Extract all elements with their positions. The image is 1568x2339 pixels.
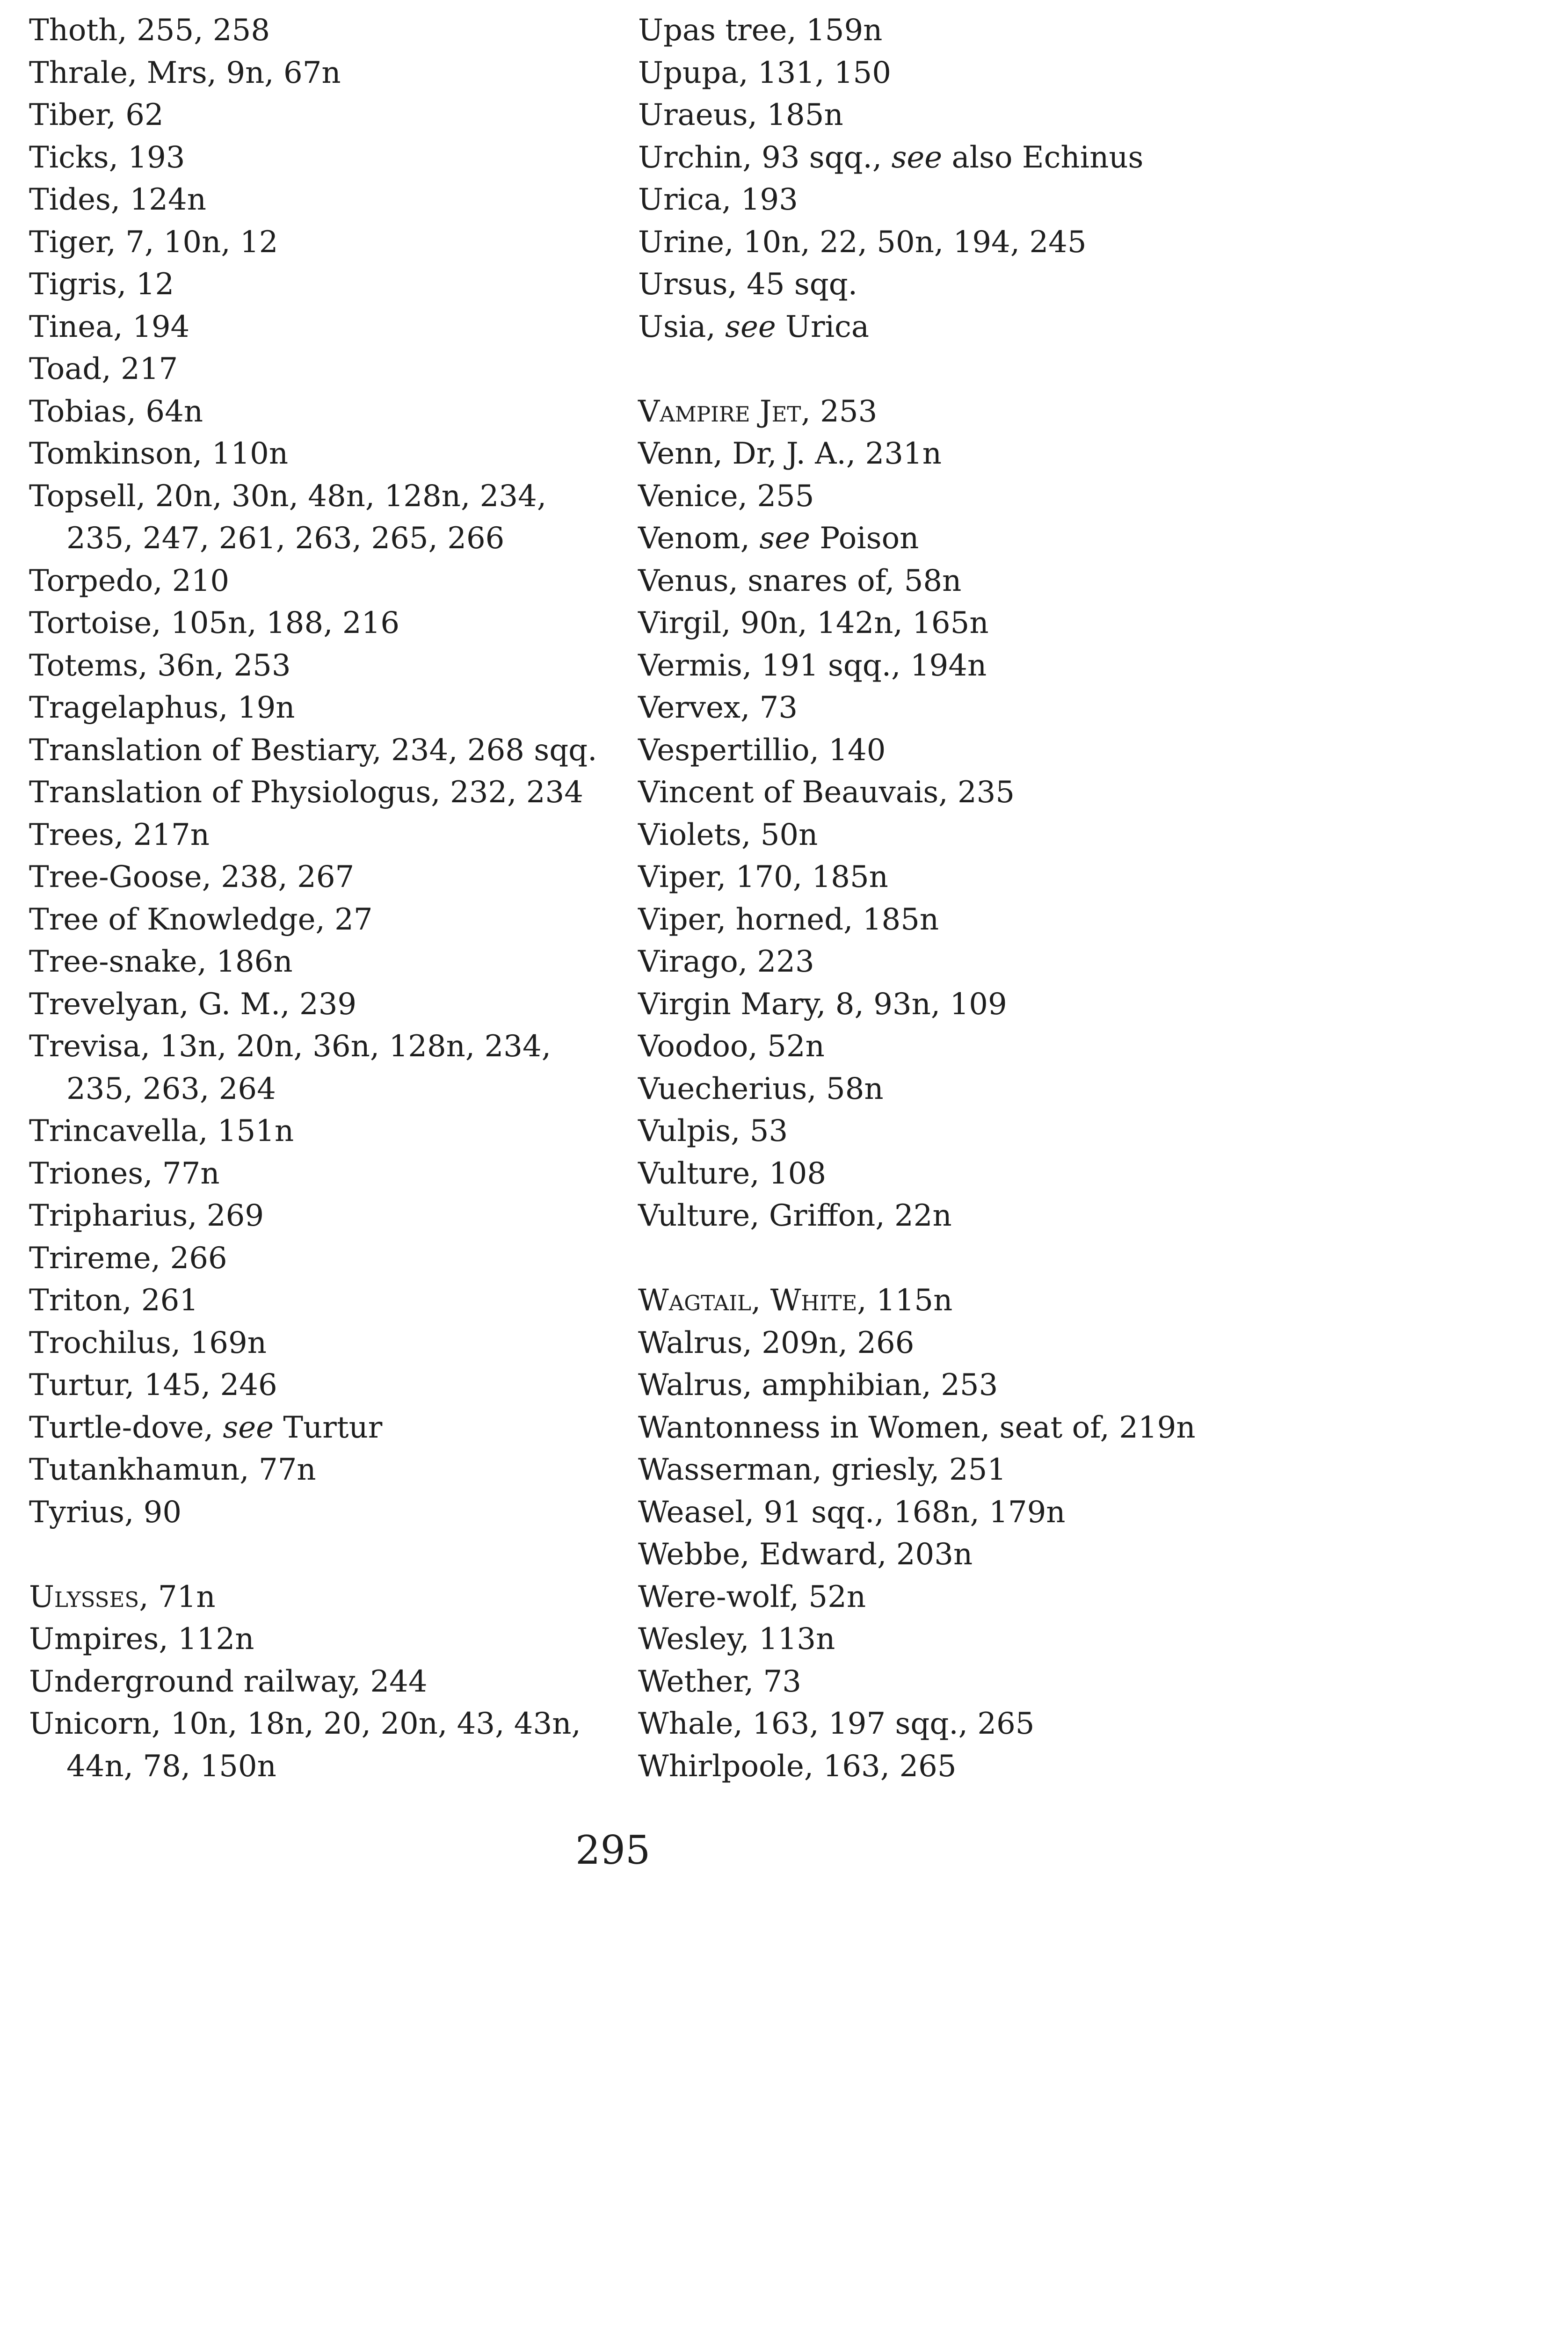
index-entry	[638, 433, 1527, 475]
index-entry	[638, 1745, 1527, 1788]
entry-text: Venom,	[638, 521, 760, 556]
index-entry	[638, 1449, 1527, 1491]
index-entry-continuation	[29, 517, 609, 560]
entry-text: Urica	[776, 309, 870, 344]
entry-text: Virgil, 90n, 142n, 165n	[638, 606, 989, 640]
index-entry	[638, 263, 1527, 306]
index-entry	[29, 1576, 609, 1619]
index-entry	[638, 1068, 1527, 1111]
index-entry	[29, 983, 609, 1026]
left-index-column	[29, 9, 609, 1787]
entry-text: Whirlpoole, 163, 265	[638, 1749, 957, 1784]
index-entry	[29, 729, 609, 772]
index-entry	[29, 602, 609, 645]
index-entry	[638, 1703, 1527, 1745]
entry-text: Tiber, 62	[29, 98, 164, 132]
entry-text: Vincent of Beauvais, 235	[638, 775, 1015, 810]
index-entry	[29, 1449, 609, 1491]
index-entry	[29, 137, 609, 179]
index-entry	[638, 1322, 1527, 1365]
index-entry	[638, 1407, 1527, 1449]
index-entry	[29, 263, 609, 306]
entry-text: Uraeus, 185n	[638, 98, 843, 132]
entry-text: Venice, 255	[638, 479, 814, 514]
entry-text: Trevelyan, G. M., 239	[29, 987, 357, 1022]
index-entry	[638, 475, 1527, 518]
section-gap	[638, 1237, 1527, 1280]
entry-text: Vespertillio, 140	[638, 733, 886, 768]
index-entry	[638, 1025, 1527, 1068]
entry-text: 44n, 78, 150n	[66, 1749, 276, 1784]
entry-text: Thoth, 255, 258	[29, 13, 270, 48]
index-entry	[638, 771, 1527, 814]
index-entry	[638, 856, 1527, 899]
index-entry	[29, 52, 609, 94]
index-entry	[638, 1576, 1527, 1619]
index-entry	[29, 1703, 609, 1745]
index-entry	[638, 391, 1527, 433]
index-entry-continuation	[29, 1068, 609, 1111]
section-heading-word: Wagtail, White	[638, 1283, 857, 1318]
cross-reference-see: see	[759, 521, 810, 556]
index-entry	[29, 1237, 609, 1280]
cross-reference-see: see	[725, 309, 776, 344]
section-gap	[638, 348, 1527, 391]
index-entry	[29, 1195, 609, 1237]
index-entry	[638, 899, 1527, 941]
index-entry	[29, 814, 609, 857]
index-entry	[29, 433, 609, 475]
entry-text: Webbe, Edward, 203n	[638, 1537, 973, 1572]
index-entry	[29, 475, 609, 518]
entry-text: 235, 247, 261, 263, 265, 266	[66, 521, 505, 556]
entry-text: Tides, 124n	[29, 182, 206, 217]
index-entry	[29, 9, 609, 52]
section-heading-word: Vampire Jet	[638, 394, 801, 429]
index-entry	[638, 221, 1527, 264]
page-number: 295	[575, 1827, 651, 1873]
index-entry	[638, 602, 1527, 645]
entry-text: Tree-snake, 186n	[29, 944, 293, 979]
index-entry	[638, 941, 1527, 983]
index-entry	[638, 52, 1527, 94]
entry-text: Wesley, 113n	[638, 1622, 835, 1656]
entry-text: Tutankhamun, 77n	[29, 1453, 316, 1487]
index-entry	[29, 941, 609, 983]
entry-text: Trees, 217n	[29, 817, 210, 852]
entry-text: Triton, 261	[29, 1283, 199, 1318]
entry-text: Virgin Mary, 8, 93n, 109	[638, 987, 1007, 1022]
entry-text: Tripharius, 269	[29, 1199, 264, 1233]
entry-text: Translation of Physiologus, 232, 234	[29, 775, 583, 810]
index-entry	[638, 306, 1527, 349]
entry-text: Walrus, 209n, 266	[638, 1325, 915, 1360]
entry-text: Umpires, 112n	[29, 1622, 254, 1656]
index-entry	[638, 1279, 1527, 1322]
entry-text: , 71n	[139, 1579, 216, 1614]
entry-text: Were-wolf, 52n	[638, 1579, 866, 1614]
entry-text: Tree-Goose, 238, 267	[29, 860, 355, 894]
index-entry	[29, 1364, 609, 1407]
entry-text: Upupa, 131, 150	[638, 55, 891, 90]
section-gap	[29, 1533, 609, 1576]
entry-text: Totems, 36n, 253	[29, 648, 291, 683]
entry-text: Wantonness in Women, seat of, 219n	[638, 1410, 1196, 1445]
entry-text: Trochilus, 169n	[29, 1325, 267, 1360]
entry-text: Wether, 73	[638, 1664, 801, 1699]
entry-text: Vulture, 108	[638, 1156, 827, 1191]
entry-text: Tinea, 194	[29, 309, 190, 344]
entry-text: Urine, 10n, 22, 50n, 194, 245	[638, 225, 1087, 260]
entry-text: Virago, 223	[638, 944, 814, 979]
entry-text: Walrus, amphibian, 253	[638, 1368, 998, 1402]
entry-text: Trireme, 266	[29, 1241, 227, 1276]
index-entry	[638, 179, 1527, 221]
index-entry	[29, 1110, 609, 1153]
entry-text: Whale, 163, 197 sqq., 265	[638, 1707, 1035, 1741]
index-entry	[29, 687, 609, 729]
index-entry	[29, 94, 609, 137]
entry-text: , 253	[801, 394, 878, 429]
entry-text: Weasel, 91 sqq., 168n, 179n	[638, 1495, 1066, 1530]
entry-text: Wasserman, griesly, 251	[638, 1453, 1006, 1487]
index-entry	[638, 1110, 1527, 1153]
entry-text: Topsell, 20n, 30n, 48n, 128n, 234,	[29, 479, 547, 514]
index-entry	[638, 1618, 1527, 1661]
entry-text: Triones, 77n	[29, 1156, 220, 1191]
entry-text: , 115n	[857, 1283, 953, 1318]
section-heading-word: Ulysses	[29, 1579, 139, 1614]
entry-text: Tiger, 7, 10n, 12	[29, 225, 278, 260]
entry-text: Violets, 50n	[638, 817, 818, 852]
index-entry	[29, 221, 609, 264]
index-entry	[29, 348, 609, 391]
entry-text: Voodoo, 52n	[638, 1029, 825, 1064]
index-entry	[29, 1279, 609, 1322]
entry-text: Vulture, Griffon, 22n	[638, 1199, 952, 1233]
index-entry	[638, 729, 1527, 772]
entry-text: Turtle-dove,	[29, 1410, 223, 1445]
index-entry	[29, 560, 609, 603]
right-index-column	[638, 9, 1527, 1787]
index-entry	[638, 517, 1527, 560]
index-entry	[29, 1491, 609, 1534]
entry-text: Translation of Bestiary, 234, 268 sqq.	[29, 733, 597, 768]
index-entry	[638, 814, 1527, 857]
entry-text: Unicorn, 10n, 18n, 20, 20n, 43, 43n,	[29, 1707, 581, 1741]
index-entry	[638, 1491, 1527, 1534]
entry-text: Trevisa, 13n, 20n, 36n, 128n, 234,	[29, 1029, 552, 1064]
index-entry	[29, 179, 609, 221]
entry-text: Tyrius, 90	[29, 1495, 182, 1530]
entry-text: Usia,	[638, 309, 726, 344]
index-entry	[638, 983, 1527, 1026]
index-entry	[29, 899, 609, 941]
index-entry	[29, 1322, 609, 1365]
entry-text: Vervex, 73	[638, 690, 798, 725]
cross-reference-see: see	[223, 1410, 274, 1445]
index-entry	[638, 9, 1527, 52]
index-entry	[29, 856, 609, 899]
index-entry	[29, 1153, 609, 1195]
entry-text: Tigris, 12	[29, 267, 174, 302]
index-entry-continuation	[29, 1745, 609, 1788]
entry-text: Viper, horned, 185n	[638, 902, 939, 937]
index-entry	[29, 306, 609, 349]
index-entry	[638, 645, 1527, 687]
index-entry	[29, 1025, 609, 1068]
index-entry	[638, 560, 1527, 603]
entry-text: 235, 263, 264	[66, 1071, 276, 1106]
entry-text: Turtur, 145, 246	[29, 1368, 277, 1402]
entry-text: Tomkinson, 110n	[29, 436, 289, 471]
index-entry	[638, 1533, 1527, 1576]
entry-text: Poison	[810, 521, 919, 556]
entry-text: Thrale, Mrs, 9n, 67n	[29, 55, 341, 90]
entry-text: Vermis, 191 sqq., 194n	[638, 648, 987, 683]
entry-text: Torpedo, 210	[29, 563, 230, 598]
entry-text: Ticks, 193	[29, 140, 185, 175]
index-entry	[29, 771, 609, 814]
index-entry	[638, 137, 1527, 179]
index-entry	[29, 391, 609, 433]
entry-text: Tragelaphus, 19n	[29, 690, 295, 725]
index-entry	[638, 94, 1527, 137]
entry-text: Toad, 217	[29, 352, 178, 386]
entry-text: Urchin, 93 sqq.,	[638, 140, 892, 175]
index-entry	[638, 1195, 1527, 1237]
index-entry	[638, 687, 1527, 729]
index-entry	[638, 1364, 1527, 1407]
index-entry	[29, 1618, 609, 1661]
entry-text: Tree of Knowledge, 27	[29, 902, 373, 937]
index-entry	[29, 645, 609, 687]
entry-text: Tobias, 64n	[29, 394, 203, 429]
entry-text: Turtur	[274, 1410, 383, 1445]
entry-text: also Echinus	[942, 140, 1144, 175]
entry-text: Ursus, 45 sqq.	[638, 267, 858, 302]
entry-text: Tortoise, 105n, 188, 216	[29, 606, 400, 640]
entry-text: Underground railway, 244	[29, 1664, 428, 1699]
index-entry	[638, 1153, 1527, 1195]
entry-text: Vulpis, 53	[638, 1114, 788, 1148]
index-entry	[29, 1661, 609, 1703]
entry-text: Urica, 193	[638, 182, 798, 217]
index-entry	[29, 1407, 609, 1449]
entry-text: Vuecherius, 58n	[638, 1071, 884, 1106]
cross-reference-see: see	[891, 140, 943, 175]
entry-text: Trincavella, 151n	[29, 1114, 294, 1148]
entry-text: Venus, snares of, 58n	[638, 563, 962, 598]
entry-text: Viper, 170, 185n	[638, 860, 888, 894]
entry-text: Upas tree, 159n	[638, 13, 883, 48]
index-entry	[638, 1661, 1527, 1703]
entry-text: Venn, Dr, J. A., 231n	[638, 436, 942, 471]
